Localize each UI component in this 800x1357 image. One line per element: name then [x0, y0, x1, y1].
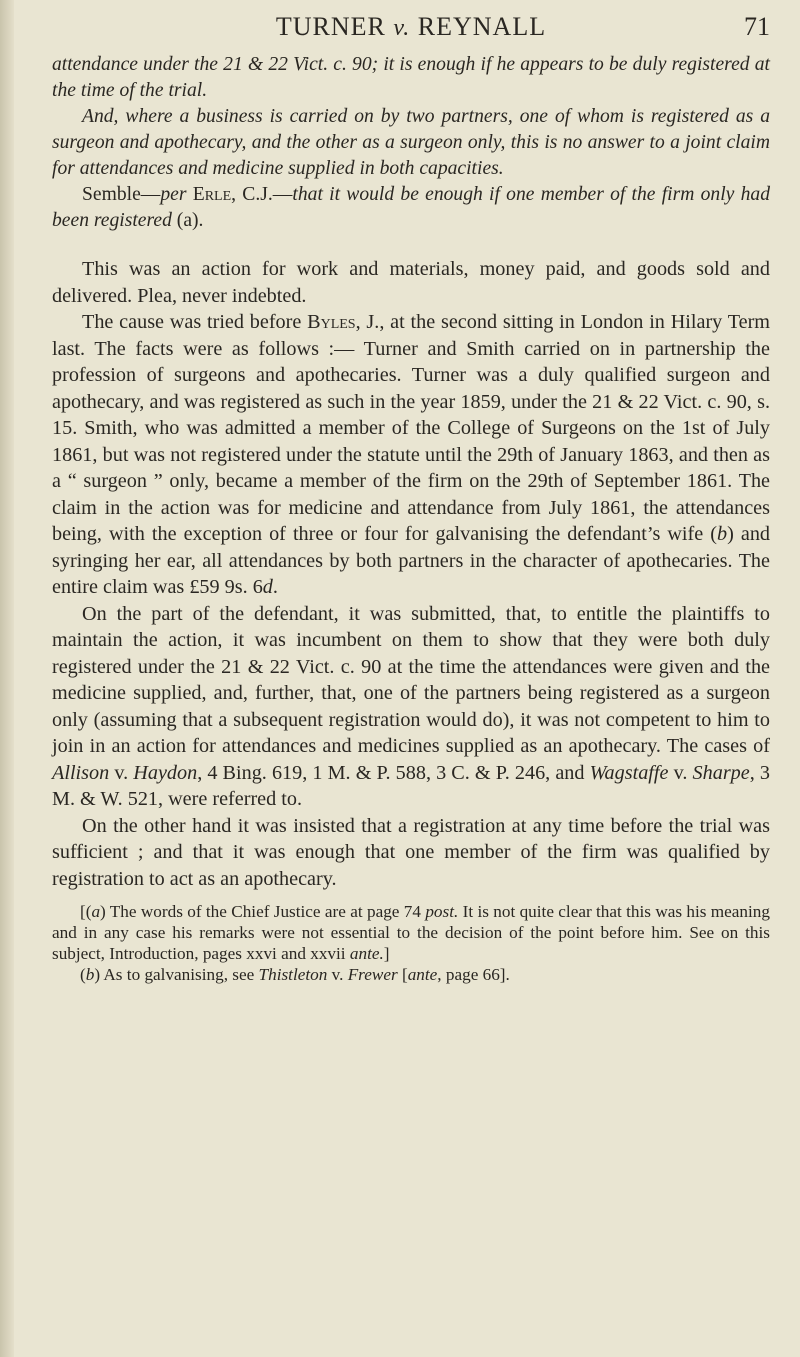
body-p2-facts: , J., at the second sitting in London in Hilary Term last. The facts were as follows :— Turner and Smith carried on in partnership the profession of surgeons and apothecaries. Turner was a duly qualified surgeon and apothecary, and was registered as such in the year 1859, under the 21 & 22 Vict. c. 90, s. 15. Smith, who was admitted a member of the College of Surgeons on the 1st of July 1861, but was not registered under the statute until the 29th of January 1863, and then as a “ surgeon ” only, became a member of the firm on the 29th of September 1861. The claim in the action was for medicine and attendance from July 1861, the attendances being, with the exception of three or four for galvanising the defendant’s wife (	[52, 311, 770, 545]
footnote-b-text-3: , page 66].	[437, 965, 510, 984]
body-paragraph-2	[52, 309, 770, 601]
footnote-b	[52, 964, 770, 985]
book-page	[52, 0, 770, 985]
body-paragraph-1: This was an action for work and materials, money paid, and goods sold and delivered. Plea, never indebted.	[52, 258, 770, 307]
page-number: 71	[744, 12, 770, 41]
headnote	[52, 52, 770, 234]
page-binding-edge	[0, 0, 14, 1357]
semble-text: that it would be enough if one member of the firm only had been registered	[52, 184, 770, 231]
body-text	[52, 256, 770, 892]
footnote-b-text-2: [	[397, 965, 408, 984]
footnote-a-mark: a	[91, 902, 101, 921]
footnote-a-open: [(	[80, 902, 92, 921]
party-plaintiff: TURNER	[275, 12, 386, 41]
semble-label: Semble—	[82, 184, 161, 205]
running-head-title	[52, 12, 770, 42]
body-p3-citation: , 4 Bing. 619, 1 M. & P. 588, 3 C. & P. 246, and	[197, 761, 590, 784]
body-p2-start: The cause was tried before	[82, 311, 308, 333]
footnote-b-text-1: ) As to galvanising, see	[94, 965, 259, 984]
footnote-a-post: post.	[425, 902, 459, 921]
footnote-a	[52, 901, 770, 964]
running-head	[52, 0, 770, 52]
judge-byles: Byles	[307, 311, 356, 333]
footnotes	[52, 901, 770, 985]
body-p2-end: .	[272, 576, 278, 598]
judge-title: , C.J.—	[231, 184, 293, 205]
headnote-paragraph-1: attendance under the 21 & 22 Vict. c. 90; it is enough if he appears to be duly registered at the time of the trial.	[52, 54, 770, 101]
headnote-paragraph-3	[52, 182, 770, 234]
pence-mark: d	[262, 576, 273, 598]
footnote-b-open: (	[80, 965, 86, 984]
footnote-b-ante: ante	[407, 965, 438, 984]
body-p3-v1: v.	[109, 761, 134, 784]
footnote-a-ante: ante.	[349, 944, 384, 963]
footnote-ref-a: (a).	[171, 210, 204, 231]
case-sharpe: Sharpe	[692, 761, 750, 784]
footnote-a-text-1: ) The words of the Chief Justice are at page 74	[100, 902, 426, 921]
body-paragraph-3	[52, 601, 770, 813]
case-frewer: Frewer	[347, 965, 398, 984]
party-defendant: REYNALL	[417, 12, 547, 41]
case-haydon: Haydon	[133, 761, 198, 784]
footnote-a-close: ]	[383, 944, 390, 963]
body-paragraph-4: On the other hand it was insisted that a registration at any time before the trial was sufficient ; and that it was enough that one member of the firm was qualified by registration to act as an apothecary.	[52, 814, 770, 890]
case-allison: Allison	[52, 761, 110, 784]
footnote-b-mark: b	[85, 965, 95, 984]
case-thistleton: Thistleton	[258, 965, 328, 984]
body-p2-claim: ) and syringing her ear, all attendances by both partners in the character of apothecaries. The entire claim was £59 9s. 6	[52, 523, 771, 598]
body-p3-v2: v.	[668, 761, 693, 784]
headnote-paragraph-2: And, where a business is carried on by two partners, one of whom is registered as a surgeon and apothecary, and the other as a surgeon only, this is no answer to a joint claim for attendances and medicine supplied in both capacities.	[52, 106, 770, 179]
footnote-ref-b: b	[717, 523, 728, 545]
body-p3-start: On the part of the defendant, it was submitted, that, to entitle the plaintiffs to maintain the action, it was incumbent on them to show that they were both duly registered under the 21 & 22 Vict. c. 90 at the time the attendances were given and the medicine supplied, and, further, that, one of the partners being registered as a surgeon only (assuming that a subsequent registration would do), it was not competent to him to join in an action for attendances and medicines supplied as an apothecary. The cases of	[52, 602, 770, 757]
footnote-b-v: v.	[327, 965, 348, 984]
versus: v.	[393, 15, 411, 41]
per-text: per	[160, 184, 187, 205]
judge-name: Erle	[192, 184, 232, 205]
footnote-a-text-2: It is not quite clear that this was his meaning and in any case his remarks were not essential to the decision of the point before him. See on this subject, Introduction, pages xxvi and xxvii	[52, 902, 770, 963]
body-p3-end: , 3 M. & W. 521, were referred to.	[52, 761, 770, 810]
case-wagstaffe: Wagstaffe	[589, 761, 669, 784]
